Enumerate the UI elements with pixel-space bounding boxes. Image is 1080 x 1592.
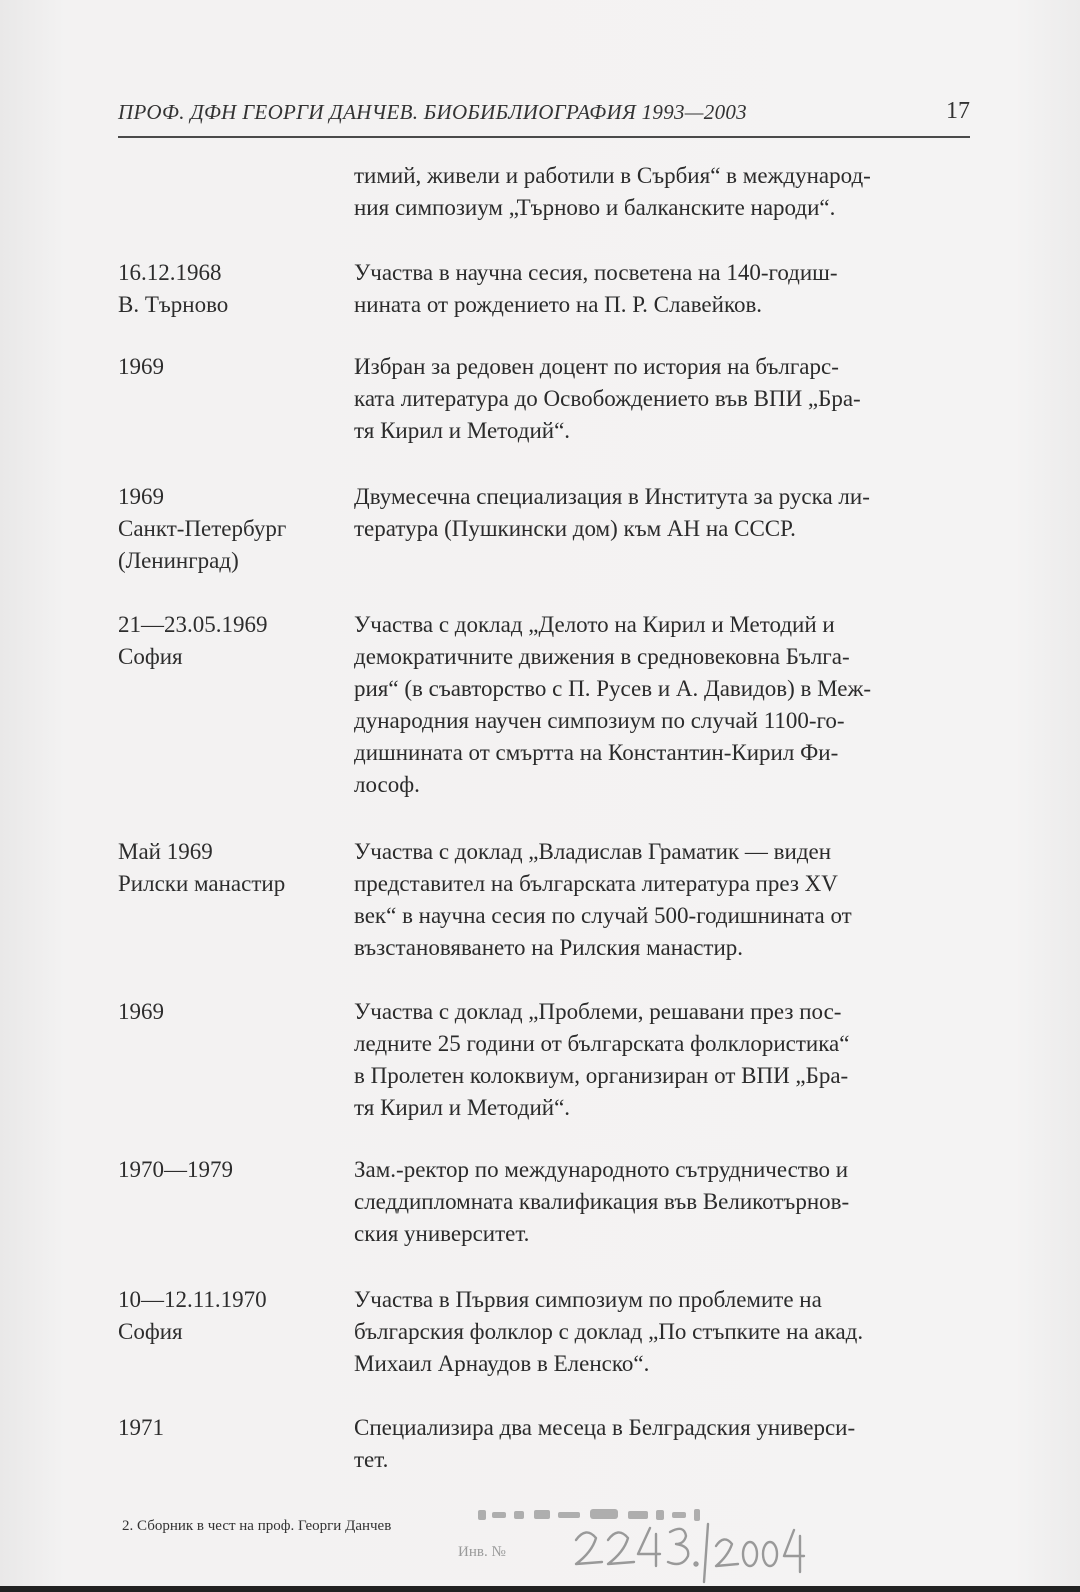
- entry-text-line: Участва в Първия симпозиум по проблемите на: [354, 1287, 822, 1312]
- entry-text-line: Специализира два месеца в Белградския универси-: [354, 1415, 856, 1440]
- entry-date-place: [118, 481, 350, 577]
- entry-description: [354, 996, 968, 1124]
- entry-text-line: дишнината от смъртта на Константин-Кирил Фи-: [354, 740, 839, 765]
- entry-text-line: тимий, живели и работили в Сърбия“ в международ-: [354, 163, 871, 188]
- entry-date-line: 10—12.11.1970: [118, 1287, 267, 1312]
- entry-date-place: [118, 1154, 350, 1186]
- entry-text-line: тя Кирил и Методий“.: [354, 418, 571, 443]
- entry-text-line: възстановяването на Рилския манастир.: [354, 935, 744, 960]
- entry-text-line: българския фолклор с доклад „По стъпките на акад.: [354, 1319, 864, 1344]
- entry-text-line: демократичните движения в средновековна Бълга-: [354, 644, 850, 669]
- entry-text-line: тет.: [354, 1447, 389, 1472]
- entry-text-line: ския университет.: [354, 1221, 530, 1246]
- entry-text-line: ката литература до Освобождението във ВПИ „Бра-: [354, 386, 861, 411]
- entry-text-line: Двумесечна специализация в Института за руска ли-: [354, 484, 870, 509]
- entry-date-line: 1969: [118, 484, 164, 509]
- entry-date-line: 21—23.05.1969: [118, 612, 268, 637]
- entry-text-line: век“ в научна сесия по случай 500-годишнината от: [354, 903, 852, 928]
- entry-text-line: в Пролетен колоквиум, организиран от ВПИ „Бра-: [354, 1063, 849, 1088]
- stamp-inventory-label: Инв. №: [458, 1544, 506, 1560]
- entry-text-line: тя Кирил и Методий“.: [354, 1095, 571, 1120]
- entry-date-line: София: [118, 644, 183, 669]
- page-number: 17: [946, 98, 970, 124]
- entry-date-line: 1969: [118, 354, 164, 379]
- entry-text-line: нината от рождението на П. Р. Славейков.: [354, 292, 763, 317]
- entry-text-line: следдипломната квалификация във Великотърнов-: [354, 1189, 850, 1214]
- footnote: 2. Сборник в чест на проф. Георги Данчев: [122, 1518, 392, 1534]
- entry-date-place: [118, 836, 350, 900]
- header-title: ПРОФ. ДФН ГЕОРГИ ДАНЧЕВ. БИОБИБЛИОГРАФИЯ 1993—2003: [118, 100, 747, 124]
- entry-description: [354, 609, 968, 801]
- entry-description: [354, 257, 968, 321]
- entry-date-place: [118, 351, 350, 383]
- entry-text-line: Участва с доклад „Проблеми, решавани през пос-: [354, 999, 842, 1024]
- library-stamp: [458, 1506, 838, 1586]
- entry-date-line: 1971: [118, 1415, 164, 1440]
- entry-text-line: рия“ (в съавторство с П. Русев и А. Давидов) в Меж-: [354, 676, 872, 701]
- entry-description: [354, 1284, 968, 1380]
- entry-description: [354, 1154, 968, 1250]
- entry-date-line: Санкт-Петербург: [118, 516, 287, 541]
- entry-text-line: тература (Пушкински дом) към АН на СССР.: [354, 516, 796, 541]
- entry-date-line: Май 1969: [118, 839, 213, 864]
- entry-date-line: 1969: [118, 999, 164, 1024]
- entry-date-place: [118, 257, 350, 321]
- entry-date-place: [118, 609, 350, 673]
- entry-date-place: [118, 1412, 350, 1444]
- entry-text-line: ледните 25 години от българската фолклористика“: [354, 1031, 850, 1056]
- entry-text-line: Михаил Арнаудов в Еленско“.: [354, 1351, 650, 1376]
- entry-text-line: Избран за редовен доцент по история на българс-: [354, 354, 839, 379]
- entry-date-place: [118, 996, 350, 1028]
- entry-text-line: Зам.-ректор по международното сътрудничество и: [354, 1157, 849, 1182]
- entry-date-line: 16.12.1968: [118, 260, 222, 285]
- entry-description: [354, 351, 968, 447]
- entry-text-line: представител на българската литература през XV: [354, 871, 838, 896]
- stamp-print: [478, 1509, 700, 1521]
- entry-date-place: [118, 1284, 350, 1348]
- entry-text-line: ния симпозиум „Търново и балканските народи“.: [354, 195, 836, 220]
- entry-text-line: лософ.: [354, 772, 420, 797]
- entry-date-line: София: [118, 1319, 183, 1344]
- running-header: [118, 96, 970, 138]
- entry-text-line: дународния научен симпозиум по случай 1100-го-: [354, 708, 845, 733]
- entry-date-line: (Ленинград): [118, 548, 239, 573]
- entry-description: [354, 160, 968, 224]
- entry-description: [354, 836, 968, 964]
- entry-date-line: 1970—1979: [118, 1157, 233, 1182]
- entry-text-line: Участва с доклад „Владислав Граматик — виден: [354, 839, 832, 864]
- entry-description: [354, 1412, 968, 1476]
- entry-description: [354, 481, 968, 545]
- handwritten-number: [576, 1524, 804, 1582]
- entry-text-line: Участва с доклад „Делото на Кирил и Методий и: [354, 612, 835, 637]
- bottom-edge: [0, 1586, 1080, 1592]
- entry-date-line: В. Търново: [118, 292, 229, 317]
- entry-text-line: Участва в научна сесия, посветена на 140-годиш-: [354, 260, 838, 285]
- entry-date-line: Рилски манастир: [118, 871, 286, 896]
